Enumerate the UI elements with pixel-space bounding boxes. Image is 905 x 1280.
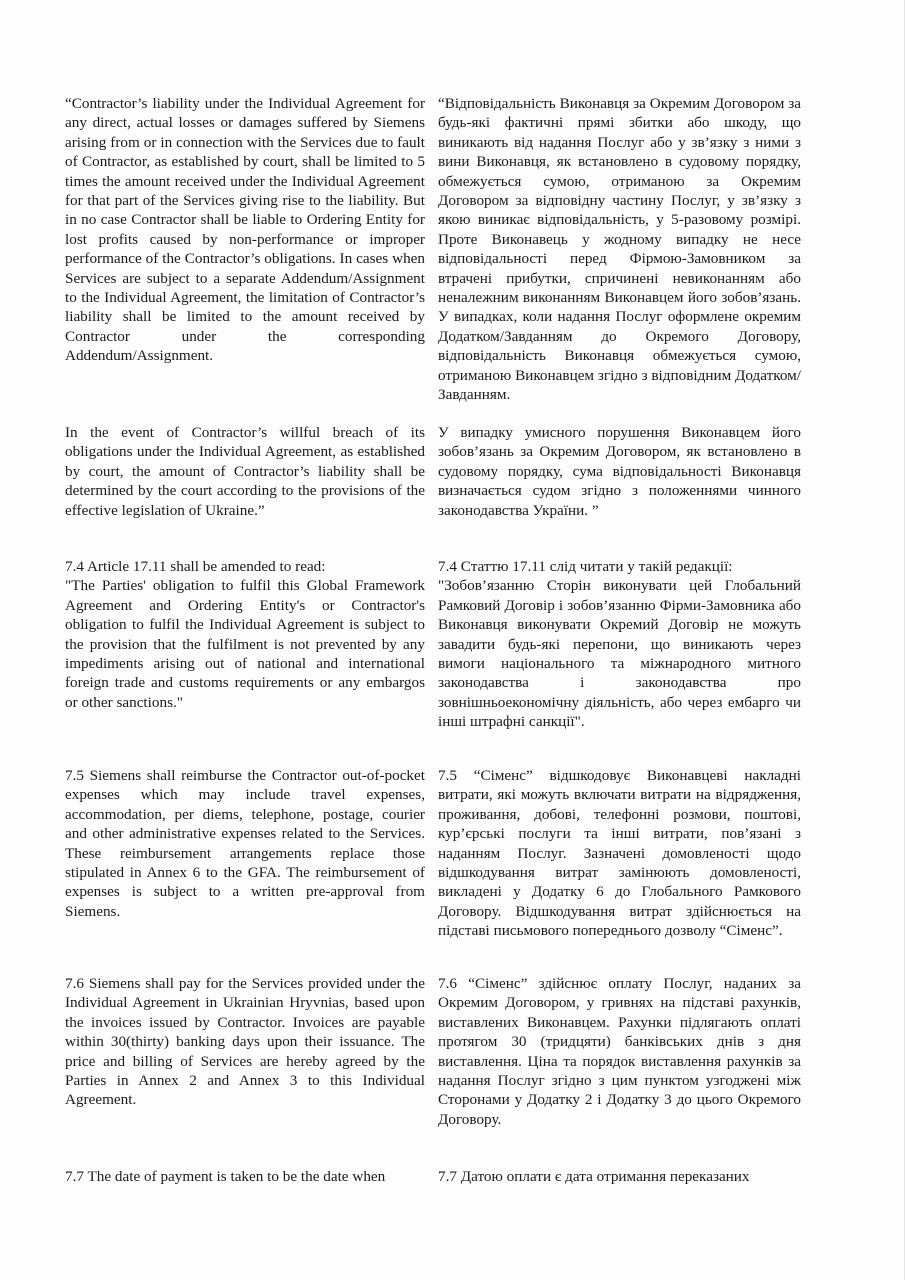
right-paragraph-willful-breach: У випадку умисного порушення Виконавцем його зобов’язань за Окремим Договором, як встановлено в судовому порядку, сума відповідальності Виконавця визначається судом згідно з положеннями чинного законодавства України. ” [438,424,801,519]
left-section-7-6: 7.6 Siemens shall pay for the Services provided under the Individual Agreement in Ukrainian Hryvnias, based upon the invoices issued by Contractor. Invoices are payable within 30(thirty) banking days upon their issuance. The price and billing of Services are hereby agreed by the Parties in Annex 2 and Annex 3 to this Individual Agreement. [65,975,425,1109]
right-section-7-4-heading: 7.4 Статтю 17.11 слід читати у такій редакції: [438,558,733,575]
right-section-7-4 [438,557,801,732]
right-section-7-4-body: "Зобов’язанню Сторін виконувати цей Глобальний Рамковий Договір і зобов’язанню Фірми-Замовника або Виконавця виконувати Окремий Договір не можуть завадити будь-які перепони, що виникають через вимоги національного та міжнародного митного законодавства і законодавства про зовнішньоекономічну діяльність, або через ембарго чи інші штрафні санкції". [438,577,801,731]
left-section-7-4 [65,557,425,712]
right-section-7-5: 7.5 “Сіменс” відшкодовує Виконавцеві накладні витрати, які можуть включати витрати на відрядження, проживання, добові, телефонні розмови, поштові, кур’єрські послуги та інші витрати, пов’язані з наданням Послуг. Зазначені домовленості щодо відшкодування витрат замінюють домовленості, викладені у Додатку 6 до Глобального Рамкового Договору. Відшкодування витрат здійснюється на підставі письмового попереднього дозволу “Сіменс”. [438,767,801,940]
left-section-7-4-heading: 7.4 Article 17.11 shall be amended to read: [65,558,326,575]
left-paragraph-willful-breach: In the event of Contractor’s willful breach of its obligations under the Individual Agreement, as established by court, the amount of Contractor’s liability shall be determined by the court according to the provisions of the effective legislation of Ukraine.” [65,424,425,519]
left-section-7-7: 7.7 The date of payment is taken to be the date when [65,1168,386,1185]
left-section-7-4-body: "The Parties' obligation to fulfil this Global Framework Agreement and Ordering Entity's or Contractor's obligation to fulfil the Individual Agreement is subject to the provision that the fulfilment is not prevented by any impediments arising out of national and international foreign trade and customs requirements or any embargos or other sanctions." [65,577,425,711]
left-section-7-5: 7.5 Siemens shall reimburse the Contractor out-of-pocket expenses which may include travel expenses, accommodation, per diems, telephone, postage, courier and other administrative expenses related to the Services. These reimbursement arrangements replace those stipulated in Annex 6 to the GFA. The reimbursement of expenses is subject to a written pre-approval from Siemens. [65,767,425,920]
left-paragraph-liability: “Contractor’s liability under the Individual Agreement for any direct, actual losses or damages suffered by Siemens arising from or in connection with the Services due to fault of Contractor, as established by court, shall be limited to 5 times the amount received under the Individual Agreement for that part of the Services giving rise to the liability. But in no case Contractor shall be liable to Ordering Entity for lost profits caused by non-performance or improper performance of the Contractor’s obligations. In cases when Services are subject to a separate Addendum/Assignment to the Individual Agreement, the limitation of Contractor’s liability shall be limited to the amount received by Contractor under the corresponding Addendum/Assignment. [65,95,425,365]
right-section-7-7: 7.7 Датою оплати є дата отримання переказаних [438,1168,750,1185]
right-paragraph-liability: “Відповідальність Виконавця за Окремим Договором за будь-які фактичні прямі збитки або шкоду, що виникають від надання Послуг або у зв’язку з ними з вини Виконавця, як встановлено в судовому порядку, обмежується сумою, отриманою за Окремим Договором за відповідну частину Послуг, у зв’язку з якою виникає відповідальність, у 5-разовому розмірі. Проте Виконавець у жодному випадку не несе відповідальності перед Фірмою-Замовником за втрачені прибутки, спричинені невиконанням або неналежним виконанням Виконавцем його зобов’язань. У випадках, коли надання Послуг оформлене окремим Додатком/Завданням до Окремого Договору, відповідальність Виконавця обмежується сумою, отриманою Виконавцем згідно з відповідним Додатком/Завданням. [438,95,801,404]
right-section-7-6: 7.6 “Сіменс” здійснює оплату Послуг, наданих за Окремим Договором, у гривнях на підставі рахунків, виставлених Виконавцем. Рахунки підлягають оплаті протягом 30 (тридцяти) банківських днів з дня виставлення. Ціна та порядок виставлення рахунків за надання Послуг згідно з цим пунктом узгоджені між Сторонами у Додатку 2 і Додатку 3 до цього Окремого Договору. [438,975,801,1128]
